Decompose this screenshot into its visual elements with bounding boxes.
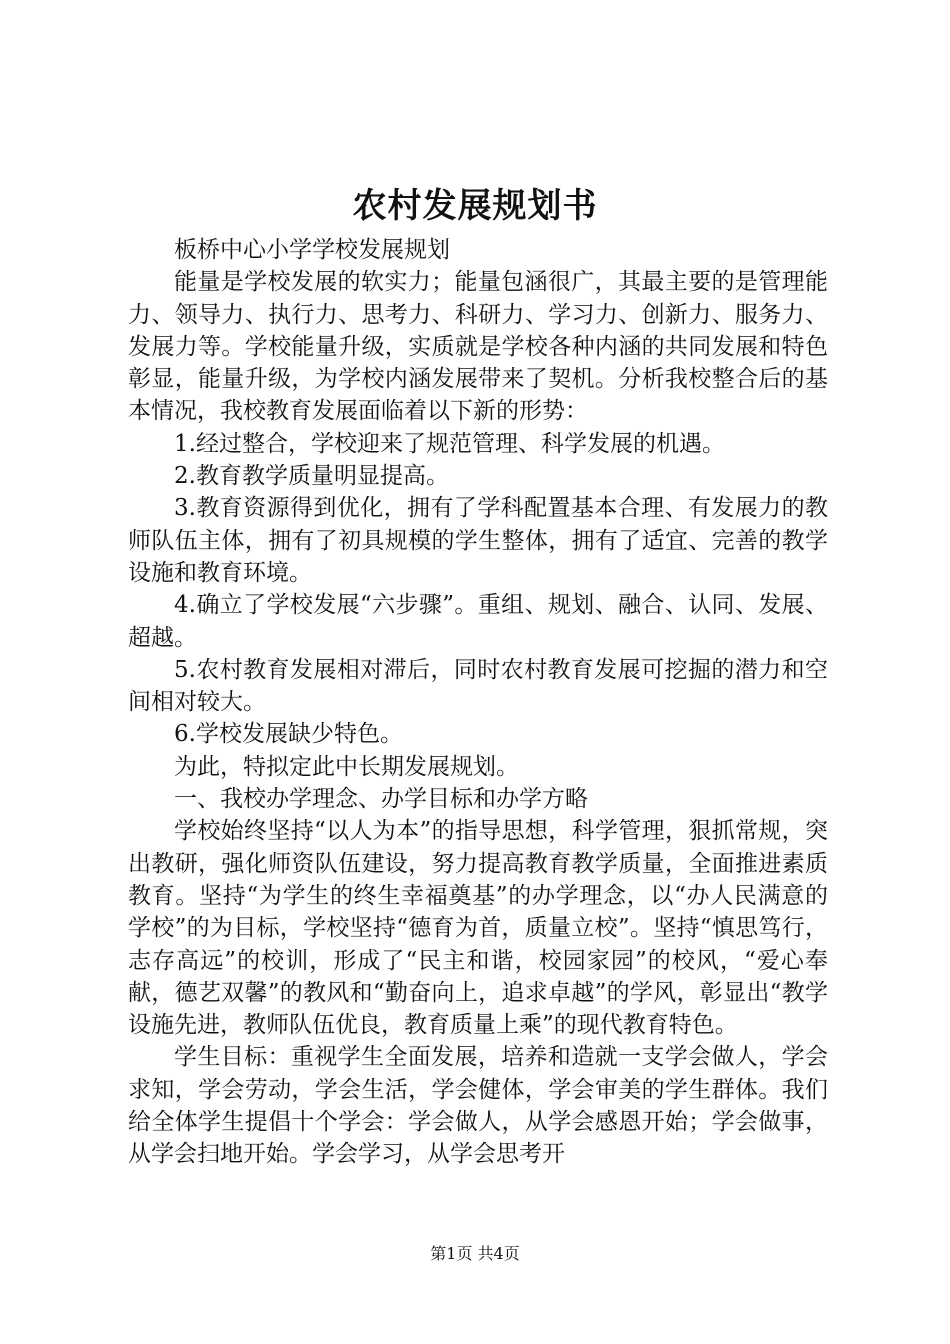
paragraph: 2.教育教学质量明显提高。 bbox=[174, 463, 449, 490]
document-body bbox=[128, 234, 828, 1171]
paragraph: 3.教育资源得到优化，拥有了学科配置基本合理、有发展力的教师队伍主体，拥有了初具规模的学生整体，拥有了适宜、完善的教学设施和教育环境。 bbox=[128, 495, 828, 586]
paragraph: 5.农村教育发展相对滞后，同时农村教育发展可挖掘的潜力和空间相对较大。 bbox=[128, 656, 828, 716]
section-heading: 一、我校办学理念、办学目标和办学方略 bbox=[174, 786, 588, 813]
paragraph: 1.经过整合，学校迎来了规范管理、科学发展的机遇。 bbox=[174, 430, 725, 457]
paragraph: 能量是学校发展的软实力；能量包涵很广，其最主要的是管理能力、领导力、执行力、思考力、科研力、学习力、创新力、服务力、发展力等。学校能量升级，实质就是学校各种内涵的共同发展和特色彰显，能量升级，为学校内涵发展带来了契机。分析我校整合后的基本情况，我校教育发展面临着以下新的形势： bbox=[128, 269, 828, 425]
paragraph: 4.确立了学校发展“六步骤”。重组、规划、融合、认同、发展、超越。 bbox=[128, 592, 828, 651]
paragraph: 学生目标：重视学生全面发展，培养和造就一支学会做人，学会求知，学会劳动，学会生活，学会健体，学会审美的学生群体。我们给全体学生提倡十个学会：学会做人，从学会感恩开始；学会做事，从学会扫地开始。学会学习，从学会思考开 bbox=[128, 1044, 828, 1168]
paragraph: 板桥中心小学学校发展规划 bbox=[174, 237, 450, 263]
paragraph: 为此，特拟定此中长期发展规划。 bbox=[174, 753, 519, 780]
page-footer: 第1页 共4页 bbox=[430, 1244, 520, 1263]
paragraph: 6.学校发展缺少特色。 bbox=[174, 721, 403, 748]
document-title: 农村发展规划书 bbox=[352, 186, 598, 226]
paragraph: 学校始终坚持“以人为本”的指导思想，科学管理，狠抓常规，突出教研，强化师资队伍建设，努力提高教育教学质量，全面推进素质教育。坚持“为学生的终生幸福奠基”的办学理念，以“办人民满意的学校”的为目标，学校坚持“德育为首，质量立校”。坚持“慎思笃行，志存高远”的校训，形成了“民主和谐，校园家园”的校风，“爱心奉献，德艺双馨”的教风和“勤奋向上，追求卓越”的学风，彰显出“教学设施先进，教师队伍优良，教育质量上乘”的现代教育特色。 bbox=[128, 818, 828, 1039]
